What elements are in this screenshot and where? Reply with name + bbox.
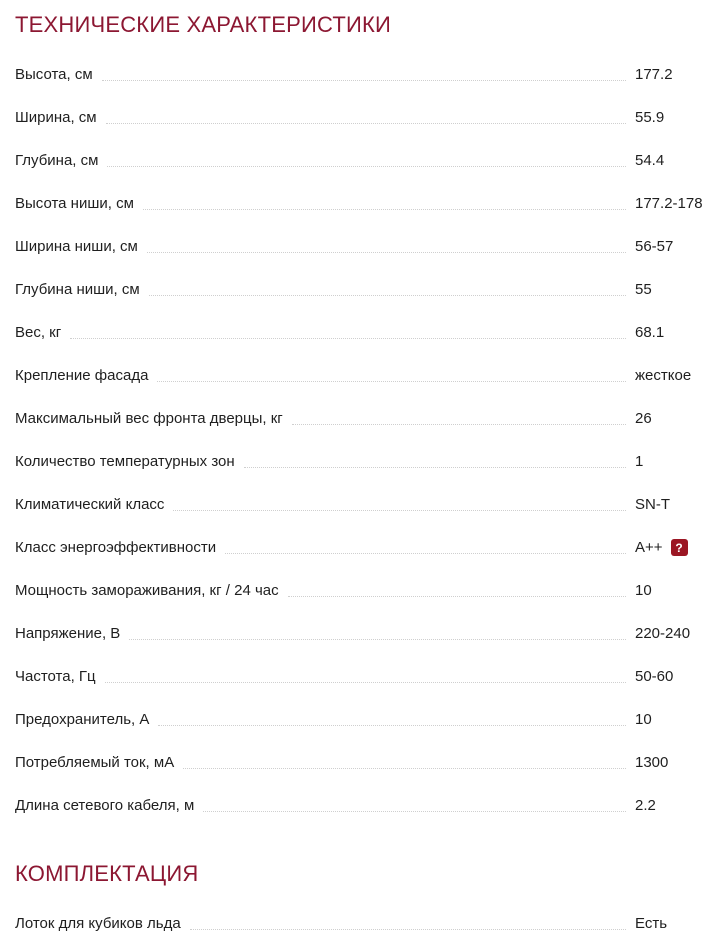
- spec-row-frequency: [15, 655, 707, 698]
- spec-value: 10: [635, 582, 652, 599]
- dotted-leader: [173, 510, 626, 511]
- spec-row-facade-mount: [15, 354, 707, 397]
- dotted-leader: [107, 166, 626, 167]
- spec-label: Ширина ниши, см: [15, 238, 138, 255]
- dotted-leader: [190, 929, 626, 930]
- spec-label: Потребляемый ток, мА: [15, 754, 175, 771]
- section-package-contents: [15, 861, 707, 945]
- spec-row-niche-width: [15, 225, 707, 268]
- spec-label: Максимальный вес фронта дверцы, кг: [15, 410, 283, 427]
- dotted-leader: [147, 252, 626, 253]
- spec-value: 56-57: [635, 238, 674, 255]
- dotted-leader: [70, 338, 626, 339]
- dotted-leader: [143, 209, 626, 210]
- dotted-leader: [157, 381, 626, 382]
- spec-value: 55: [635, 281, 652, 298]
- spec-value: 1: [635, 453, 644, 470]
- section-title-technical-specs: ТЕХНИЧЕСКИЕ ХАРАКТЕРИСТИКИ: [15, 12, 391, 37]
- spec-row-fuse: [15, 698, 707, 741]
- spec-row-niche-depth: [15, 268, 707, 311]
- spec-row-max-door-front-weight: [15, 397, 707, 440]
- spec-row-depth: [15, 139, 707, 182]
- dotted-leader: [292, 424, 626, 425]
- spec-label: Глубина, см: [15, 152, 99, 169]
- spec-value: 26: [635, 410, 652, 427]
- spec-row-weight: [15, 311, 707, 354]
- spec-value: 177.2: [635, 66, 673, 83]
- spec-value: 220-240: [635, 625, 691, 642]
- spec-row-temperature-zones: [15, 440, 707, 483]
- section-technical-specs: [15, 12, 707, 827]
- spec-label: Глубина ниши, см: [15, 281, 140, 298]
- spec-row-ice-cube-tray: [15, 902, 707, 945]
- dotted-leader: [105, 682, 626, 683]
- spec-row-cable-length: [15, 784, 707, 827]
- spec-value: SN-T: [635, 496, 670, 513]
- spec-row-current: [15, 741, 707, 784]
- spec-label: Ширина, см: [15, 109, 97, 126]
- spec-value: 2.2: [635, 797, 656, 814]
- spec-label: Предохранитель, А: [15, 711, 150, 728]
- section-title-package-contents: КОМПЛЕКТАЦИЯ: [15, 861, 199, 886]
- spec-label: Крепление фасада: [15, 367, 149, 384]
- spec-row-energy-class: [15, 526, 707, 569]
- dotted-leader: [203, 811, 626, 812]
- dotted-leader: [158, 725, 626, 726]
- spec-value: [635, 539, 707, 556]
- spec-label: Класс энергоэффективности: [15, 539, 217, 556]
- spec-label: Высота ниши, см: [15, 195, 134, 212]
- spec-row-climate-class: [15, 483, 707, 526]
- spec-label: Климатический класс: [15, 496, 165, 513]
- spec-label: Высота, см: [15, 66, 93, 83]
- spec-row-width: [15, 96, 707, 139]
- spec-rows: [15, 53, 707, 827]
- spec-label: Лоток для кубиков льда: [15, 915, 181, 932]
- spec-value: 68.1: [635, 324, 665, 341]
- help-icon[interactable]: ?: [671, 539, 688, 556]
- spec-value: 1300: [635, 754, 669, 771]
- spec-value-text: A++: [635, 539, 663, 556]
- dotted-leader: [149, 295, 626, 296]
- spec-row-niche-height: [15, 182, 707, 225]
- spec-value: 54.4: [635, 152, 665, 169]
- spec-row-height: [15, 53, 707, 96]
- spec-label: Мощность замораживания, кг / 24 час: [15, 582, 279, 599]
- spec-rows: [15, 902, 707, 945]
- dotted-leader: [288, 596, 626, 597]
- dotted-leader: [129, 639, 626, 640]
- dotted-leader: [225, 553, 626, 554]
- spec-label: Напряжение, В: [15, 625, 121, 642]
- spec-value: 177.2-178: [635, 195, 703, 212]
- dotted-leader: [102, 80, 626, 81]
- spec-label: Количество температурных зон: [15, 453, 235, 470]
- spec-value: 10: [635, 711, 652, 728]
- spec-row-voltage: [15, 612, 707, 655]
- spec-value: Есть: [635, 915, 668, 932]
- dotted-leader: [183, 768, 626, 769]
- spec-value: жесткое: [635, 367, 692, 384]
- dotted-leader: [244, 467, 626, 468]
- spec-label: Вес, кг: [15, 324, 62, 341]
- spec-value: 55.9: [635, 109, 665, 126]
- spec-value: 50-60: [635, 668, 674, 685]
- spec-row-freezing-capacity: [15, 569, 707, 612]
- dotted-leader: [106, 123, 626, 124]
- spec-label: Длина сетевого кабеля, м: [15, 797, 195, 814]
- spec-label: Частота, Гц: [15, 668, 96, 685]
